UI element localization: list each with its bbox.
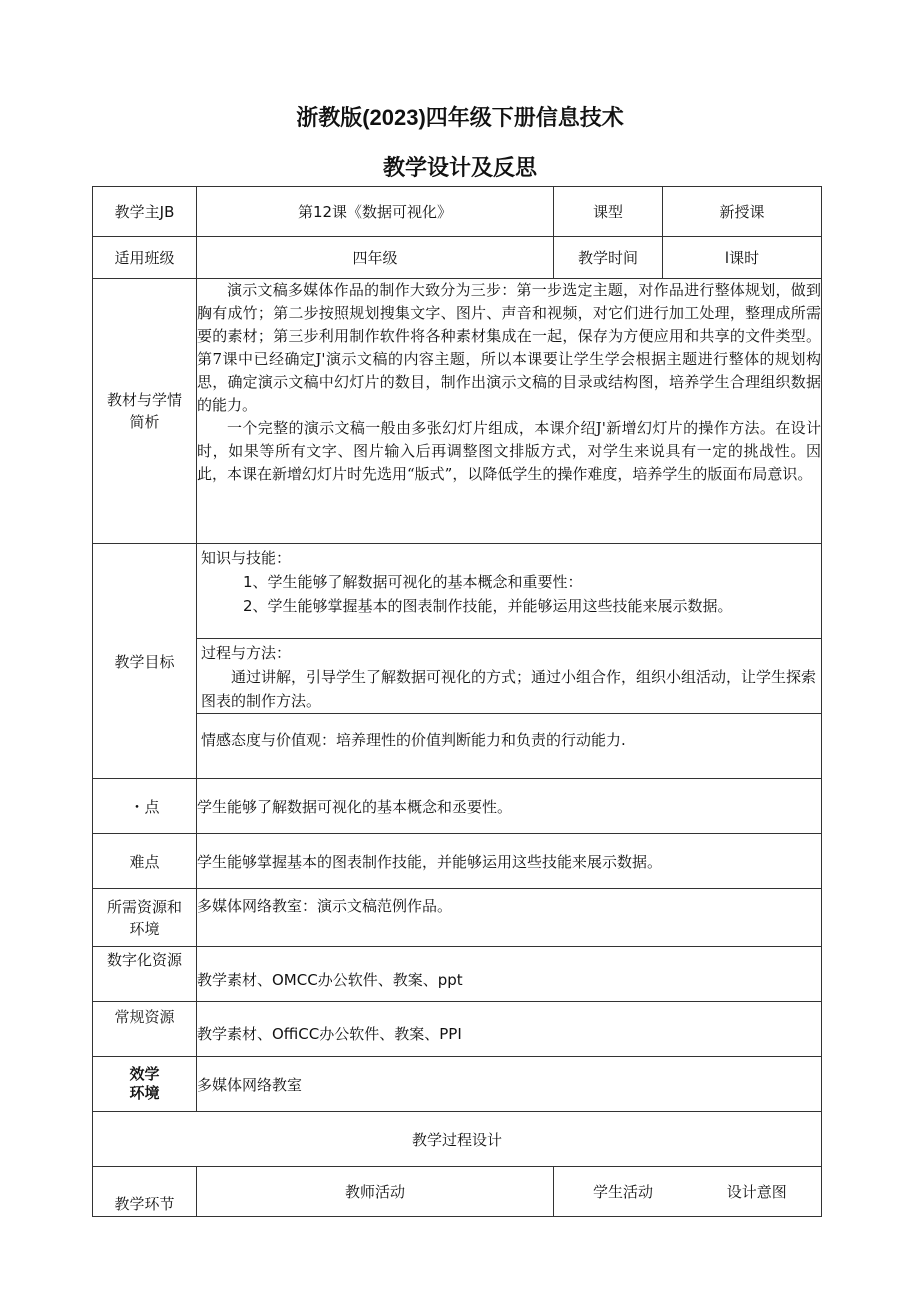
knowledge-skills: 知识与技能： 1、学生能够了解数据可视化的基本概念和重要性： 2、学生能够掌握基本的图表制作技能，并能够运用这些技能来展示数据。 bbox=[197, 544, 821, 639]
digital-label: 数字化资源 bbox=[93, 947, 197, 1002]
regular-label: 常规资源 bbox=[93, 1002, 197, 1057]
key-point-label: ・点 bbox=[93, 779, 197, 834]
resources-value: 多媒体网络教室：演示文稿范例作品。 bbox=[197, 889, 822, 947]
lesson-type-value: 新授课 bbox=[663, 187, 822, 237]
row-goals bbox=[93, 544, 822, 779]
document-title: 浙教版(2023)四年级下册信息技术 bbox=[296, 105, 624, 130]
process-methods: 过程与方法： 通过讲解，引导学生了解数据可视化的方式；通过小组合作，组织小组活动，让学生探索图表的制作方法。 bbox=[197, 639, 821, 714]
row-key-point bbox=[93, 779, 822, 834]
analysis-label: 教材与学情 简析 bbox=[93, 279, 197, 544]
header-intent: 设计意图 bbox=[726, 1183, 787, 1201]
attitude-values: 情感态度与价值观：培养理性的价值判断能力和负责的行动能力. bbox=[201, 731, 626, 749]
environment-value: 多媒体网络教室 bbox=[197, 1057, 822, 1112]
environment-label: 效学 环境 bbox=[93, 1057, 197, 1112]
goals-label: 教学目标 bbox=[93, 544, 197, 779]
header-stage: 教学环节 bbox=[93, 1167, 197, 1217]
row-environment bbox=[93, 1057, 822, 1112]
analysis-paragraph: 演示文稿多媒体作品的制作大致分为三步：第一步选定主题，对作品进行整体规划，做到胸有成竹；第二步按照规划搜集文字、图片、声音和视频，对它们进行加工处理，整理成所需要的素材；第三步利用制作软件将各种素材集成在一起，保存为方便应用和共享的文件类型。第7课中已经确定J'演示文稿的内容主题，所以本课要让学生学会根据主题进行整体的规划构思，确定演示文稿中幻灯片的数目，制作出演示文稿的目录或结构图，培养学生合理组织数据的能力。 bbox=[197, 281, 821, 414]
row-regular bbox=[93, 1002, 822, 1057]
header-student-design bbox=[554, 1167, 822, 1217]
difficulty-label: 难点 bbox=[93, 834, 197, 889]
row-process-design bbox=[93, 1112, 822, 1167]
resources-label: 所需资源和 环境 bbox=[93, 889, 197, 947]
difficulty-value: 学生能够掌握基本的图表制作技能，并能够运用这些技能来展示数据。 bbox=[197, 834, 822, 889]
lesson-plan-table bbox=[92, 186, 822, 1217]
goals-content bbox=[197, 544, 822, 779]
row-difficulty bbox=[93, 834, 822, 889]
row-analysis bbox=[93, 279, 822, 544]
class-value: 四年级 bbox=[197, 237, 554, 279]
header-student: 学生活动 bbox=[592, 1183, 653, 1201]
row-resources bbox=[93, 889, 822, 947]
process-design-title: 教学过程设计 bbox=[93, 1112, 822, 1167]
topic-label: 教学主JB bbox=[93, 187, 197, 237]
digital-value: 教学素材、OMCC办公软件、教案、ppt bbox=[197, 947, 822, 1002]
time-label: 教学时间 bbox=[554, 237, 663, 279]
regular-value: 教学素材、OffiCC办公软件、教案、PPI bbox=[197, 1002, 822, 1057]
analysis-paragraph: 一个完整的演示文稿一般由多张幻灯片组成，本课介绍J'新增幻灯片的操作方法。在设计时，如果等所有文字、图片输入后再调整图文排版方式，对学生来说具有一定的挑战性。因此，本课在新增幻灯片时先选用“版式”，以降低学生的操作难度，培养学生的版面布局意识。 bbox=[197, 419, 821, 483]
time-value: l课时 bbox=[663, 237, 822, 279]
document-subtitle: 教学设计及反思 bbox=[382, 155, 537, 180]
key-point-value: 学生能够了解数据可视化的基本概念和丞要性。 bbox=[197, 779, 822, 834]
row-topic bbox=[93, 187, 822, 237]
class-label: 适用班级 bbox=[93, 237, 197, 279]
row-digital bbox=[93, 947, 822, 1002]
row-process-header bbox=[93, 1167, 822, 1217]
topic-value: 第12课《数据可视化》 bbox=[197, 187, 554, 237]
lesson-type-label: 课型 bbox=[554, 187, 663, 237]
row-class bbox=[93, 237, 822, 279]
header-teacher: 教师活动 bbox=[197, 1167, 554, 1217]
analysis-text bbox=[197, 279, 822, 544]
